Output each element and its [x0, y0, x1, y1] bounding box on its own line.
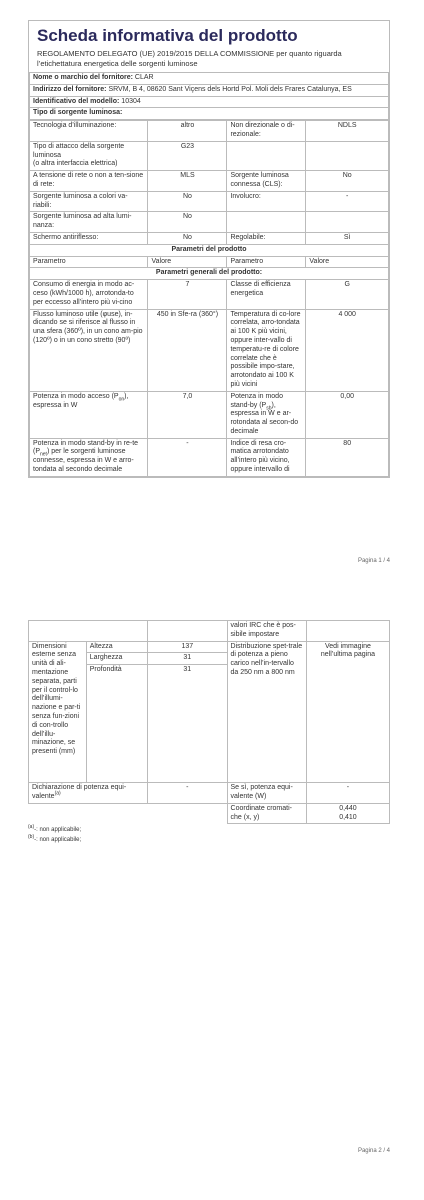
psb-subscript: sb [266, 404, 272, 411]
empty-cell [227, 212, 306, 233]
pon-subscript: on [118, 396, 125, 403]
height-value: 137 [148, 641, 227, 653]
col-param-header: Parametro [30, 256, 148, 268]
cls-value: No [306, 171, 389, 192]
supplier-address-cell [30, 84, 389, 96]
class-label: Classe di efficienza energetica [227, 280, 306, 309]
cri-value: 80 [306, 438, 389, 476]
equiv-w-label: Se sì, potenza equi-valente (W) [227, 783, 306, 804]
cap-value: G23 [148, 141, 227, 170]
params-section-title: Parametri del prodotto [30, 244, 389, 256]
pnet-subscript: net [40, 451, 47, 458]
document-page-1 [28, 20, 390, 565]
mains-label: A tensione di rete o non a ten-sione di rete: [30, 171, 148, 192]
cct-label: Temperatura di co-lore correlata, arro-tondata ai 100 K più vicini, oppure inter-vallo di temperatu-re di colore correlate che è possibile impo-stare, arrotondato ai 100 K più vicini [227, 309, 306, 391]
pon-value: 7,0 [148, 391, 227, 438]
footnote-b [28, 834, 390, 844]
chroma-y: 0,410 [339, 813, 357, 821]
col-value-header: Valore [148, 256, 227, 268]
general-params-title: Parametri generali del prodotto: [30, 268, 389, 280]
document-page-2 [28, 620, 390, 1160]
psb-label-text: Potenza in modo stand-by (P [230, 392, 283, 409]
supplier-address-label: Indirizzo del fornitore: [33, 85, 107, 93]
model-cell [30, 96, 389, 108]
equiv-note: (a) [54, 790, 61, 797]
chroma-x: 0,440 [339, 804, 357, 812]
glare-label: Schermo antiriflesso: [30, 232, 148, 244]
empty-cell [306, 621, 389, 642]
footnote-a-text: -: non applicabile; [34, 827, 82, 834]
width-label: Larghezza [86, 653, 147, 665]
page-1-frame [28, 20, 390, 478]
cri-cont-label: valori IRC che è pos-sibile impostare [227, 621, 306, 642]
page-number: Pagina 1 / 4 [357, 558, 390, 564]
colour-value: No [148, 191, 227, 212]
cri-label: Indice di resa cro-matica arrotondato all’intero più vicino, oppure intervallo di [227, 438, 306, 476]
regulation-text: REGOLAMENTO DELEGATO (UE) 2019/2015 DELLA COMMISSIONE per quanto riguarda l’etichettatura energetica delle sorgenti luminose [37, 49, 342, 68]
page-2-table [28, 620, 390, 824]
class-value: G [306, 280, 389, 309]
supplier-name-value: CLAR [134, 74, 154, 81]
supplier-name-cell [30, 73, 389, 85]
col-value-header: Valore [306, 256, 389, 268]
source-type-label: Tipo di sorgente luminosa: [30, 108, 389, 120]
empty-cell [29, 803, 228, 824]
supplier-table [29, 72, 389, 120]
footnote-b-text: -: non applicabile; [34, 837, 82, 844]
envelope-label: Involucro: [227, 191, 306, 212]
empty-cell [29, 621, 148, 642]
source-type-table [29, 120, 389, 477]
pon-label-text-end: ), espressa in W [33, 392, 129, 409]
colour-label: Sorgente luminosa a colori va-riabili: [30, 191, 148, 212]
envelope-value: - [306, 191, 389, 212]
empty-cell [148, 621, 227, 642]
pon-label-text: Potenza in modo acceso (P [33, 392, 119, 400]
pon-label [30, 391, 148, 438]
depth-value: 31 [148, 665, 227, 783]
hlum-value: No [148, 212, 227, 233]
psb-label [227, 391, 306, 438]
pnet-label-text-end: ) per le sorgenti luminose connesse, espressa in W e arro-tondata al secondo decimale [33, 448, 134, 474]
equiv-value: - [148, 783, 227, 804]
energy-label: Consumo di energia in modo ac-ceso (kWh/1000 h), arrotonda-to per eccesso all’intero più vi-cino [30, 280, 148, 309]
flux-value: 450 in Sfe-ra (360°) [148, 309, 227, 391]
page-title: Scheda informativa del prodotto [37, 26, 298, 45]
pnet-label [30, 438, 148, 476]
psb-value: 0,00 [306, 391, 389, 438]
empty-cell [306, 141, 389, 170]
psb-label-text-end: ), espressa in W e ar-rotondata al secon-do decimale [230, 401, 299, 435]
cap-label: Tipo di attacco della sorgente luminosa (o altra interfaccia elettrica) [30, 141, 148, 170]
cls-label: Sorgente luminosa connessa (CLS): [227, 171, 306, 192]
empty-cell [227, 141, 306, 170]
footnote-a-mark: (a) [28, 824, 35, 831]
dim-label: Regolabile: [227, 232, 306, 244]
tech-label: Tecnologia d’illuminazione: [30, 121, 148, 142]
pnet-label-text: Potenza in modo stand-by in re-te (P [33, 439, 139, 456]
hlum-label: Sorgente luminosa ad alta lumi-nanza: [30, 212, 148, 233]
chroma-label: Coordinate cromati-che (x, y) [227, 803, 306, 824]
col-param-header: Parametro [227, 256, 306, 268]
spd-value: Vedi immagine nell’ultima pagina [306, 641, 389, 783]
supplier-address-value: SRVM, B 4, 08620 Sant Viçens dels Hortd Pol. Moli dels Frares Catalunya, ES [108, 85, 352, 93]
pnet-value: - [148, 438, 227, 476]
model-value: 10304 [121, 97, 141, 105]
tech-value: altro [148, 121, 227, 142]
equiv-label-text: Dichiarazione di potenza equi-valente [32, 784, 127, 800]
nondir-value: NDLS [306, 121, 389, 142]
empty-cell [306, 212, 389, 233]
dims-label: Dimensioni esterne senza unità di ali-mentazione separata, parti per il control-lo dell’illumi-nazione e par-ti senza fun-zioni di con-trollo dell’illu-minazione, se presenti (mm) [29, 641, 87, 783]
glare-value: No [148, 232, 227, 244]
equiv-label [29, 783, 148, 804]
height-label: Altezza [86, 641, 147, 653]
chroma-values [306, 803, 389, 824]
model-label: Identificativo del modello: [33, 97, 120, 105]
dim-value: Sì [306, 232, 389, 244]
footnote-a [28, 824, 390, 834]
equiv-w-value: - [306, 783, 389, 804]
nondir-label: Non direzionale o di-rezionale: [227, 121, 306, 142]
width-value: 31 [148, 653, 227, 665]
footnote-b-mark: (b) [28, 834, 35, 841]
spd-label: Distribuzione spet-trale di potenza a pieno carico nell’in-tervallo da 250 nm a 800 nm [227, 641, 306, 783]
mains-value: MLS [148, 171, 227, 192]
cct-value: 4 000 [306, 309, 389, 391]
flux-label: Flusso luminoso utile (φuse), in-dicando se si riferisce al flusso in una sfera (360º), in un cono am-pio (120º) o in un cono stretto (90º) [30, 309, 148, 391]
energy-value: 7 [148, 280, 227, 309]
page-number: Pagina 2 / 4 [357, 1148, 390, 1154]
supplier-name-label: Nome o marchio del fornitore: [33, 74, 133, 81]
depth-label: Profondità [86, 665, 147, 783]
